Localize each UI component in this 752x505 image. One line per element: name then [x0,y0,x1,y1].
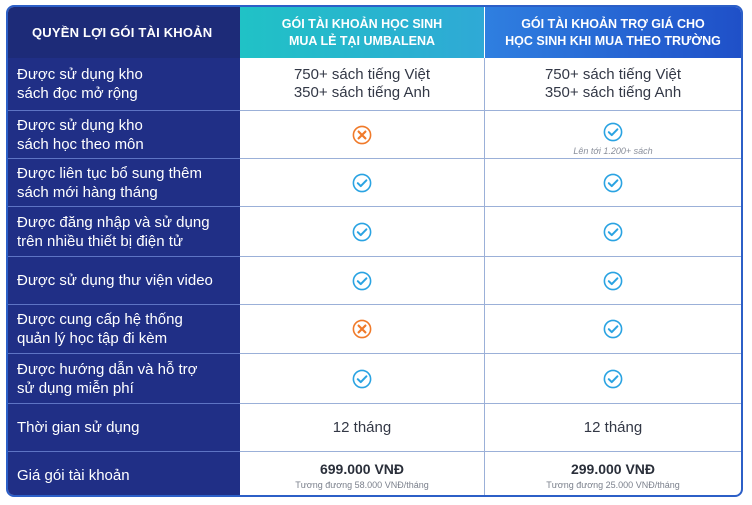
plan1-column-header: GÓI TÀI KHOẢN HỌC SINH MUA LẺ TẠI UMBALENA [240,7,485,58]
table-row [8,452,741,497]
plan-comparison-table [6,5,743,497]
row-label: Được sử dụng kho sách đọc mở rộng [8,58,240,111]
row-label: Được cung cấp hệ thống quản lý học tập đi kèm [8,305,240,354]
check-icon [603,369,623,389]
row-label: Được sử dụng kho sách học theo môn [8,111,240,159]
plan2-cell [485,404,741,452]
table-row [8,305,741,354]
plan2-cell [485,452,741,497]
row-label: Giá gói tài khoản [8,452,240,497]
plan1-cell: 750+ sách tiếng Việt 350+ sách tiếng Anh [240,58,485,111]
plan1-duration: 12 tháng [332,418,392,436]
check-icon [603,122,623,142]
plan1-cell [240,452,485,497]
plan2-cell [485,159,741,207]
benefits-column-header: QUYỀN LỢI GÓI TÀI KHOẢN [8,7,240,58]
plan2-cell [485,257,741,305]
plan2-price: 299.000 VNĐ [570,460,656,477]
table-row [8,111,741,159]
cross-icon [352,319,372,339]
plan2-note: Lên tới 1.200+ sách [573,145,653,156]
plan2-duration: 12 tháng [583,418,643,436]
check-icon [352,271,372,291]
row-label: Được sử dụng thư viện video [8,257,240,305]
plan2-price-per-month: Tương đương 25.000 VNĐ/tháng [546,479,680,490]
check-icon [603,222,623,242]
plan1-cell [240,207,485,257]
row-label: Được đăng nhập và sử dụng trên nhiều thiết bị điện tử [8,207,240,257]
plan1-cell [240,404,485,452]
row-label: Thời gian sử dụng [8,404,240,452]
row-label: Được hướng dẫn và hỗ trợ sử dụng miễn phí [8,354,240,404]
plan2-cell [485,305,741,354]
plan1-price-per-month: Tương đương 58.000 VNĐ/tháng [295,479,429,490]
plan2-cell [485,354,741,404]
plan2-column-header: GÓI TÀI KHOẢN TRỢ GIÁ CHO HỌC SINH KHI MUA THEO TRƯỜNG [485,7,741,58]
check-icon [352,222,372,242]
check-icon [603,173,623,193]
check-icon [603,319,623,339]
check-icon [603,271,623,291]
plan1-cell [240,111,485,159]
table-row [8,354,741,404]
table-row [8,207,741,257]
plan1-price: 699.000 VNĐ [319,460,405,477]
plan2-cell: 750+ sách tiếng Việt 350+ sách tiếng Anh [485,58,741,111]
plan2-cell [485,207,741,257]
check-icon [352,369,372,389]
check-icon [352,173,372,193]
table-header [8,7,741,58]
plan1-cell [240,305,485,354]
table-row [8,58,741,111]
plan1-cell [240,354,485,404]
plan2-cell [485,111,741,159]
table-row [8,257,741,305]
plan1-cell [240,159,485,207]
cross-icon [352,125,372,145]
table-row [8,159,741,207]
row-label: Được liên tục bổ sung thêm sách mới hàng tháng [8,159,240,207]
plan1-cell [240,257,485,305]
table-row [8,404,741,452]
